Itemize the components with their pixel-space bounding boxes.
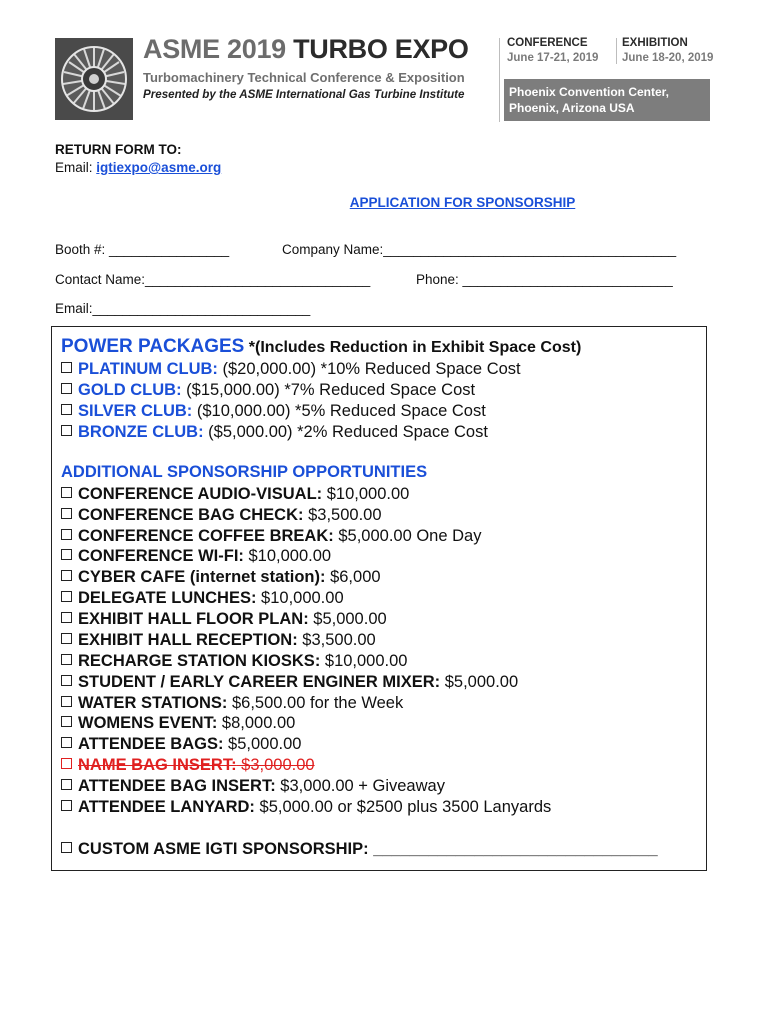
email-field[interactable]: Email:_____________________________ [55,301,311,316]
conference-dates: June 17-21, 2019 [507,52,599,64]
additional-heading: ADDITIONAL SPONSORSHIP OPPORTUNITIES [61,463,428,481]
option-attendee-bags[interactable]: ATTENDEE BAGS: $5,000.00 [61,735,301,754]
option-recharge-kiosks[interactable]: RECHARGE STATION KIOSKS: $10,000.00 [61,652,407,671]
turbine-logo [55,38,133,120]
option-bag-check[interactable]: CONFERENCE BAG CHECK: $3,500.00 [61,506,382,525]
option-water-stations[interactable]: WATER STATIONS: $6,500.00 for the Week [61,694,403,713]
option-gold[interactable]: GOLD CLUB: ($15,000.00) *7% Reduced Space Cost [61,381,475,400]
checkbox[interactable] [61,508,72,519]
contact-name-field[interactable]: Contact Name:______________________________ [55,272,371,287]
power-packages-title: POWER PACKAGES [61,336,245,357]
option-womens-event[interactable]: WOMENS EVENT: $8,000.00 [61,714,295,733]
checkbox[interactable] [61,716,72,727]
option-reception[interactable]: EXHIBIT HALL RECEPTION: $3,500.00 [61,631,376,650]
checkbox[interactable] [61,591,72,602]
option-bag-insert[interactable]: ATTENDEE BAG INSERT: $3,000.00 + Giveaway [61,777,445,796]
checkbox[interactable] [61,675,72,686]
return-form-label: RETURN FORM TO: [55,142,182,157]
checkbox[interactable] [61,404,72,415]
header-banner [55,34,714,122]
checkbox[interactable] [61,654,72,665]
checkbox[interactable] [61,696,72,707]
form-title: APPLICATION FOR SPONSORSHIP [349,195,576,210]
email-prefix: Email: [55,160,97,175]
checkbox[interactable] [61,842,72,853]
option-delegate-lunches[interactable]: DELEGATE LUNCHES: $10,000.00 [61,589,344,608]
presented-by: Presented by the ASME International Gas Turbine Institute [143,88,465,101]
conference-label: CONFERENCE [507,37,588,49]
option-audio-visual[interactable]: CONFERENCE AUDIO-VISUAL: $10,000.00 [61,485,409,504]
option-floor-plan[interactable]: EXHIBIT HALL FLOOR PLAN: $5,000.00 [61,610,387,629]
checkbox[interactable] [61,800,72,811]
option-silver[interactable]: SILVER CLUB: ($10,000.00) *5% Reduced Space Cost [61,402,486,421]
power-packages-note: *(Includes Reduction in Exhibit Space Cost) [244,339,582,356]
option-platinum[interactable]: PLATINUM CLUB: ($20,000.00) *10% Reduced Space Cost [61,360,521,379]
checkbox[interactable] [61,612,72,623]
option-custom-sponsorship[interactable]: CUSTOM ASME IGTI SPONSORSHIP: _______________________________ [61,840,658,859]
power-packages-heading [61,336,581,358]
checkbox[interactable] [61,570,72,581]
exhibition-dates: June 18-20, 2019 [622,52,714,64]
turbine-icon [59,44,129,114]
checkbox[interactable] [61,779,72,790]
checkbox[interactable] [61,529,72,540]
option-cyber-cafe[interactable]: CYBER CAFE (internet station): $6,000 [61,568,381,587]
option-lanyard[interactable]: ATTENDEE LANYARD: $5,000.00 or $2500 plus 3500 Lanyards [61,798,551,817]
option-student-mixer[interactable]: STUDENT / EARLY CAREER ENGINER MIXER: $5,000.00 [61,673,518,692]
phone-field[interactable]: Phone: ____________________________ [416,272,673,287]
checkbox[interactable] [61,549,72,560]
divider [499,38,500,122]
expo-title: ASME 2019 TURBO EXPO [143,34,469,64]
checkbox[interactable] [61,487,72,498]
checkbox[interactable] [61,737,72,748]
divider [616,38,617,64]
email-link[interactable]: igtiexpo@asme.org [96,160,222,175]
sponsorship-box [51,326,707,871]
option-coffee-break[interactable]: CONFERENCE COFFEE BREAK: $5,000.00 One Day [61,527,481,546]
checkbox[interactable] [61,425,72,436]
venue-box [504,79,710,121]
company-name-field[interactable]: Company Name:_______________________________________ [282,242,677,257]
option-bronze[interactable]: BRONZE CLUB: ($5,000.00) *2% Reduced Space Cost [61,423,488,442]
booth-field[interactable]: Booth #: ________________ [55,242,230,257]
exhibition-label: EXHIBITION [622,37,688,49]
option-name-bag-insert-struck: NAME BAG INSERT: $3,000.00 [61,756,315,775]
venue-line2: Phoenix, Arizona USA [509,101,635,115]
checkbox [61,758,72,769]
checkbox[interactable] [61,383,72,394]
return-email [55,160,221,175]
checkbox[interactable] [61,362,72,373]
expo-subtitle: Turbomachinery Technical Conference & Exposition [143,70,465,85]
venue-line1: Phoenix Convention Center, [509,85,670,99]
checkbox[interactable] [61,633,72,644]
option-wifi[interactable]: CONFERENCE WI-FI: $10,000.00 [61,547,331,566]
